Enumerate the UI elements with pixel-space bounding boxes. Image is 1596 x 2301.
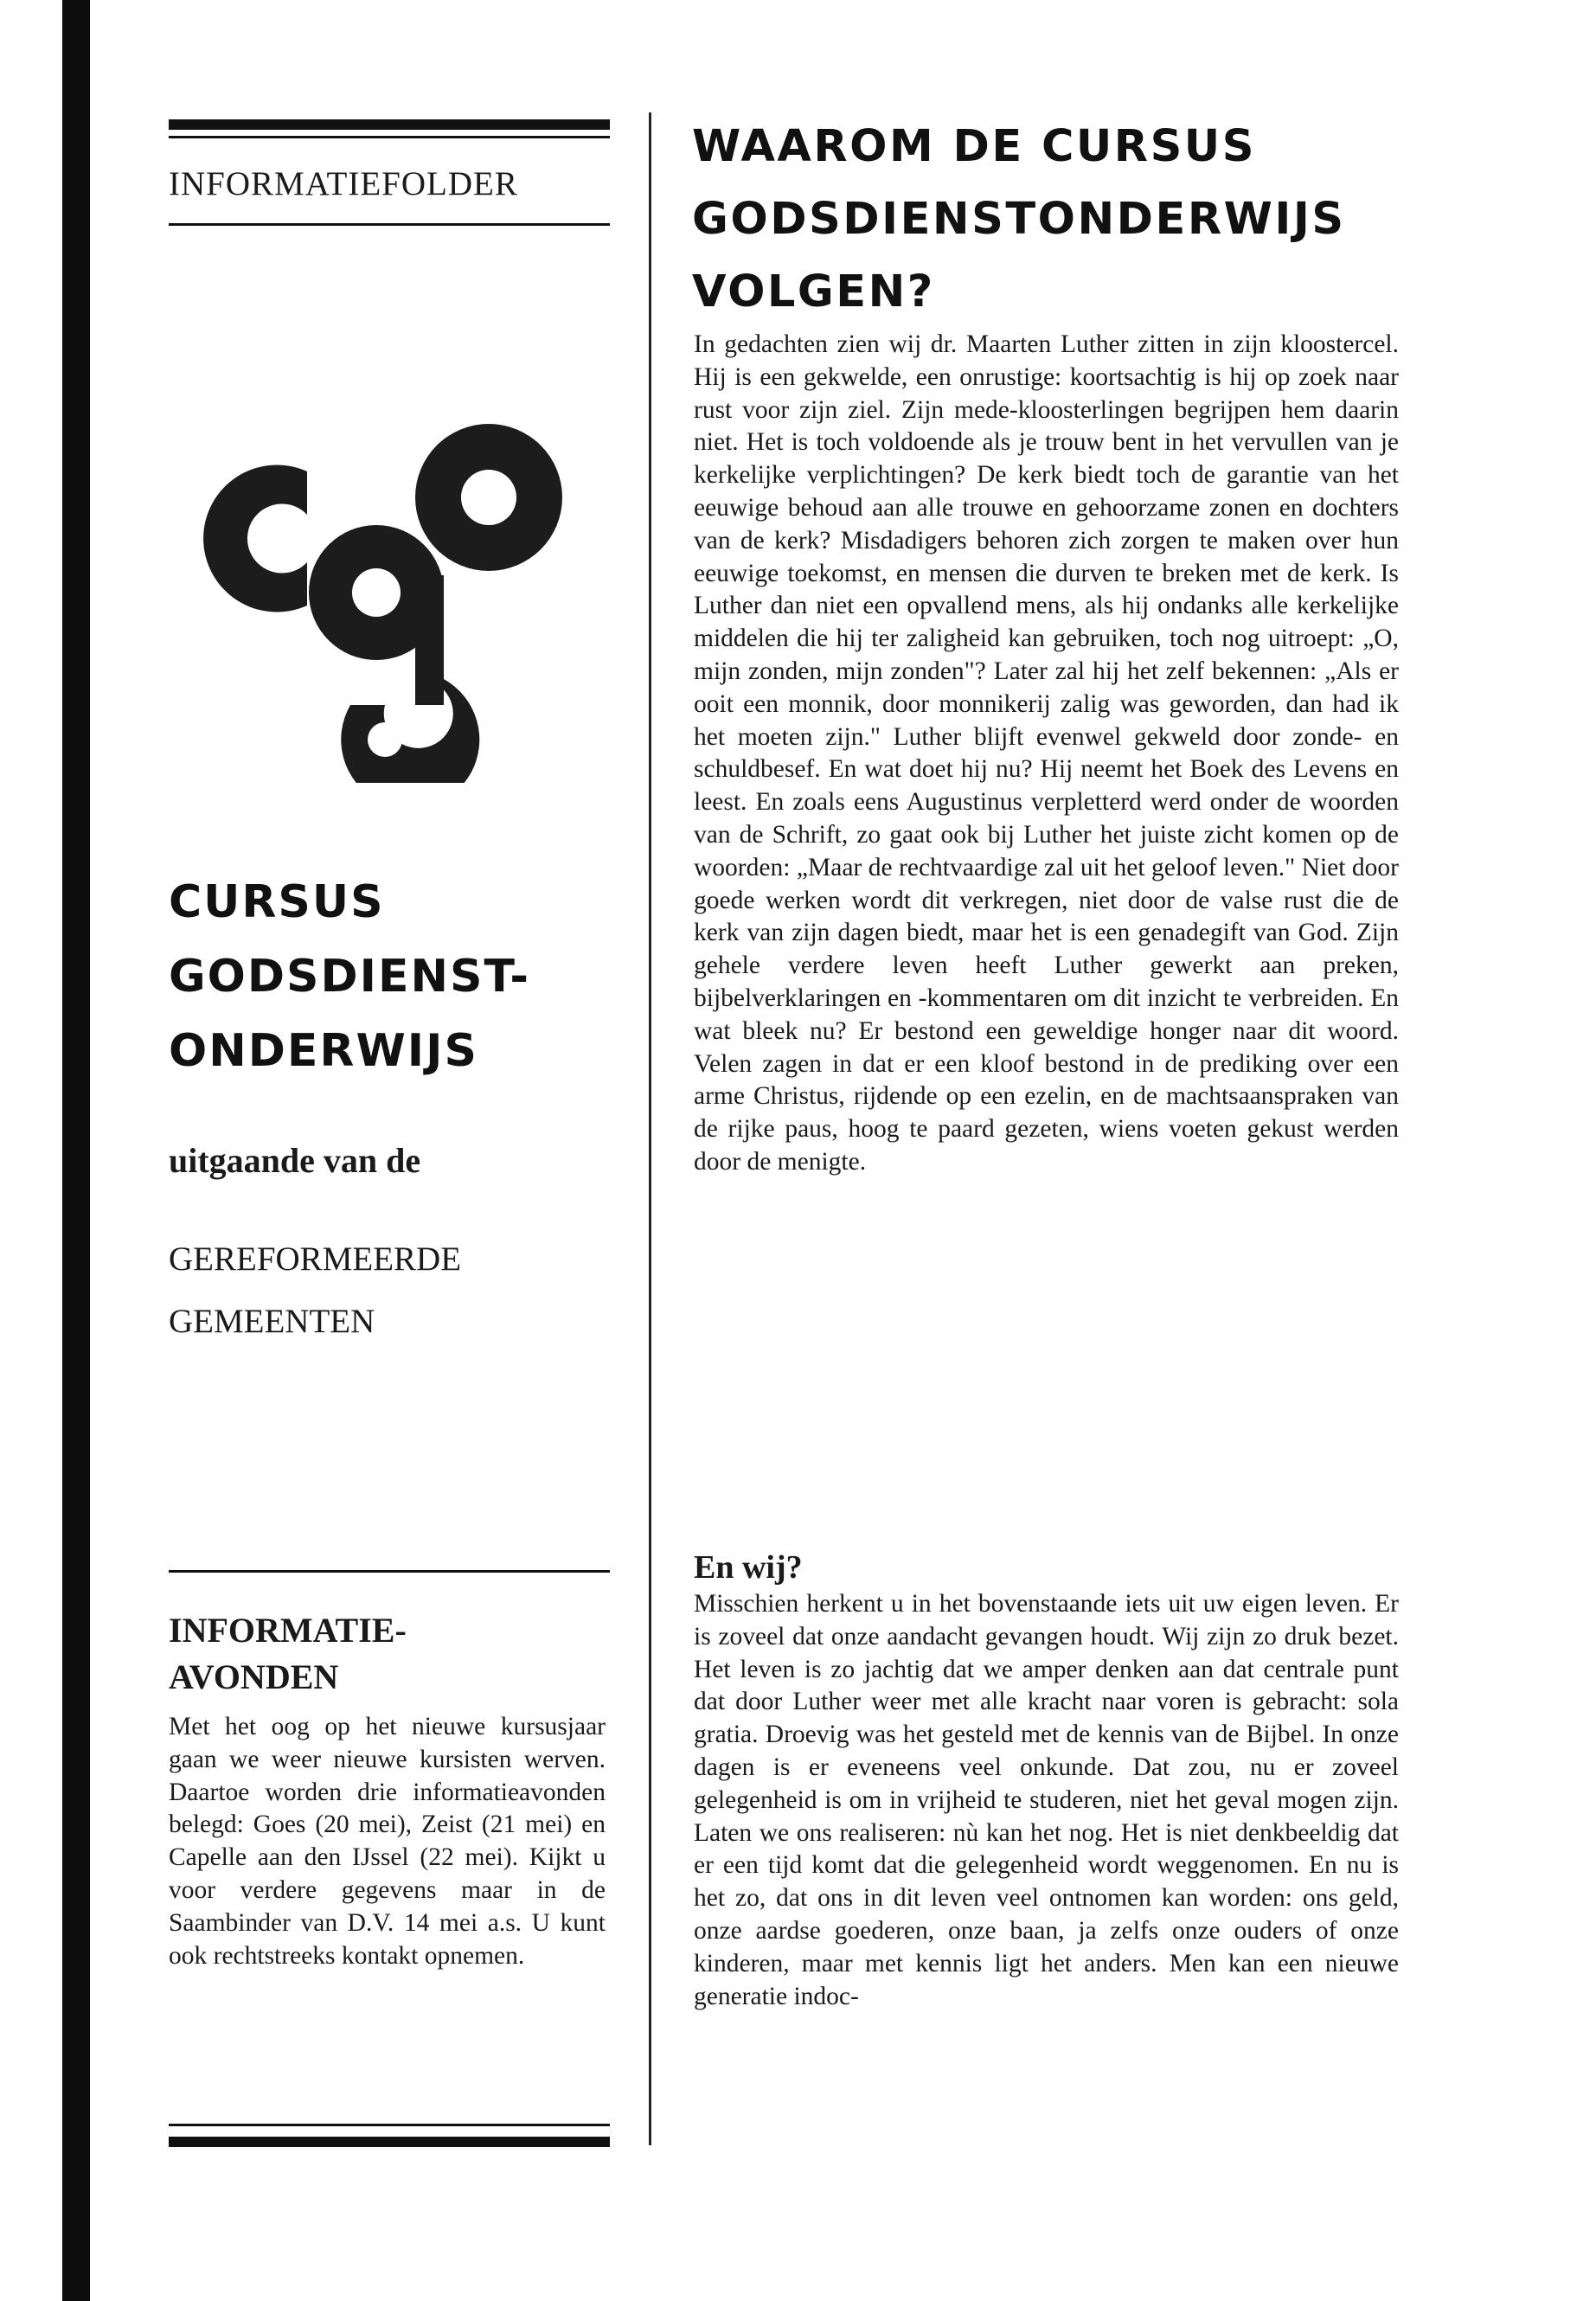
top-rule-thin (169, 136, 610, 138)
top-rule-thick (169, 119, 610, 130)
organization-name (169, 1228, 461, 1353)
article-title (692, 111, 1346, 329)
bottom-rule-thick (169, 2137, 610, 2147)
info-rule (169, 1570, 610, 1573)
article-body-paragraph (694, 1588, 1399, 2013)
subtitle: uitgaande van de (169, 1141, 421, 1180)
article-title-line: GODSDIENSTONDERWIJS (692, 194, 1346, 245)
section-heading: En wij? (694, 1549, 803, 1586)
org-line: GEMEENTEN (169, 1303, 375, 1340)
course-title (169, 865, 530, 1088)
info-heading-line: AVONDEN (169, 1657, 339, 1696)
cgo-logo (177, 420, 575, 783)
paragraph-1: In gedachten zien wij dr. Maarten Luther zitten in zijn kloostercel. Hij is een gekwelde, een onrustige: koortsachtig is hij op zoek naar rust voor zijn ziel. Zijn mede-kloosterlingen begrijpen hem daarin niet. Het is toch voldoende als je trouw bent in het vervullen van je kerkelijke verplichtingen? De kerk biedt toch de garantie van het eeuwige behoud aan alle trouwe en gehoorzame zonen en dochters van de kerk? Misdadigers behoren zich zorgen te maken over hun eeuwige toekomst, en mensen die durven te breken met de kerk. Is Luther dan niet een opvallend mens, als hij ondanks alle kerkelijke middelen die hij ter zaligheid kan gebruiken, toch nog uitroept: „O, mijn zonden, mijn zonden"? Later zal hij het zelf bekennen: „Als er ooit een monnik, door monnikerij zalig was geworden, dan had ik het moeten zijn." Luther blijft evenwel gekweld door zonde- en schuldbesef. En wat doet hij nu? Hij neemt het Boek des Levens en leest. En zoals eens Augustinus verpletterd werd onder de woorden van de Schrift, zo gaat ook bij Luther het juiste zicht komen op de woorden: „Maar de rechtvaardige zal uit het geloof leven." Niet door goede werken wordt dit verkregen, niet door de valse rust die de kerk van zijn dagen biedt, maar het is een genadegift van God. Zijn gehele verdere leven heeft Luther gewerkt aan preken, bijbelverklaringen en -kommentaren om dit inzicht te verbreiden. En wat bleek nu? Er bestond een geweldige honger naar dit woord. Velen zagen in dat er een kloof bestond in de prediking over een arme Christus, rijdende op een ezelin, en de machtsaanspraken van de rijke paus, hoog te paard gezeten, wiens voeten gekust werden door de menigte. (694, 330, 1399, 1176)
bottom-rule-thin (169, 2124, 610, 2126)
paragraph-2: Misschien herkent u in het bovenstaande iets uit uw eigen leven. Er is zoveel dat onze aandacht gevangen houdt. Wij zijn zo druk bezet. Het leven is zo jachtig dat we amper denken aan dat centrale punt dat door Luther weer met alle kracht naar voren is gebracht: sola gratia. Droevig was het gesteld met de kennis van de Bijbel. In onze dagen is er eveneens veel onkunde. Dat zou, nu er zoveel gelegenheid is om in vrijheid te studeren, niet het geval mogen zijn. Laten we ons realiseren: nù kan het nog. Het is niet denkbeeldig dat er een tijd komt dat die gelegenheid wordt weggenomen. En nu is het zo, dat ons in dit leven veel ontnomen kan worden: ons geld, onze aardse goederen, onze baan, ja zelfs onze ouders of onze kinderen, maar met kennis ligt het anders. Men kan een nieuwe generatie indoc- (694, 1590, 1399, 2010)
org-line: GEREFORMEERDE (169, 1240, 462, 1278)
article-title-line: VOLGEN? (692, 266, 935, 317)
article-body-paragraph (694, 329, 1399, 1179)
course-title-line: GODSDIENST- (169, 951, 530, 1003)
binding-strip (62, 0, 90, 2301)
folder-label: INFORMATIEFOLDER (169, 165, 518, 202)
course-title-line: ONDERWIJS (169, 1025, 478, 1077)
folder-rule (169, 223, 610, 226)
info-text: Met het oog op het nieuwe kursusjaar gaan we weer nieuwe kursisten werven. Daartoe worden drie informatieavonden belegd: Goes (20 mei), Zeist (21 mei) en Capelle aan den IJssel (22 mei). Kijkt u voor verdere gegevens maar in de Saambinder van D.V. 14 mei a.s. U kunt ook rechtstreeks kontakt opnemen. (169, 1713, 606, 1970)
column-divider (649, 112, 651, 2145)
article-title-line: WAAROM DE CURSUS (692, 121, 1256, 172)
info-heading-line: INFORMATIE- (169, 1611, 407, 1650)
course-title-line: CURSUS (169, 876, 385, 928)
info-heading (169, 1607, 407, 1701)
